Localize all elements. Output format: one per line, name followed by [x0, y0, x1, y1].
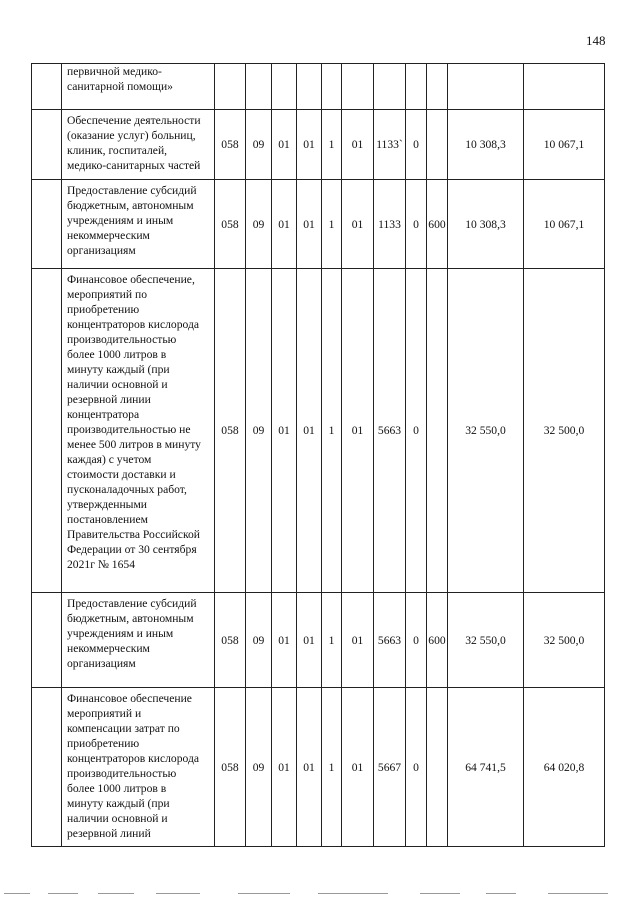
description-line: бюджетным, автономным — [67, 199, 194, 212]
amount-year2-cell: 32 500,0 — [524, 593, 605, 688]
code-gr-cell: 058 — [215, 269, 246, 593]
table-row — [32, 180, 605, 269]
code-sub2-cell: 01 — [342, 180, 374, 269]
amount-year1-cell: 64 741,5 — [448, 688, 524, 847]
description-line: каждая) с учетом — [67, 453, 152, 466]
description-line: санитарной помощи» — [67, 80, 173, 93]
description-line: некоммерческим — [67, 229, 150, 242]
code-gr-cell: 058 — [215, 180, 246, 269]
description-line: первичной медико- — [67, 65, 162, 78]
code-dir-cell: 1133` — [374, 110, 406, 180]
row-number-cell — [32, 269, 62, 593]
description-line: (оказание услуг) больниц, — [67, 129, 196, 142]
description-line: учреждениям и иным — [67, 214, 174, 227]
description-line: бюджетным, автономным — [67, 612, 194, 625]
description-line: организациям — [67, 657, 136, 670]
code-prog-cell: 01 — [297, 593, 322, 688]
code-rz-cell: 09 — [246, 688, 272, 847]
description-line: производительностью — [67, 767, 177, 780]
page-number: 148 — [586, 33, 606, 48]
code-rz-cell: 09 — [246, 110, 272, 180]
code-rz-cell: 09 — [246, 180, 272, 269]
code-sub2-cell — [342, 64, 374, 110]
code-pr-cell — [272, 64, 297, 110]
table-row — [32, 110, 605, 180]
description-line: клиник, госпиталей, — [67, 144, 168, 157]
row-number-cell — [32, 180, 62, 269]
budget-table — [31, 63, 605, 847]
description-line: приобретению — [67, 737, 140, 750]
row-number-cell — [32, 593, 62, 688]
code-sub2-cell: 01 — [342, 593, 374, 688]
description-line: концентраторов кислорода — [67, 318, 199, 331]
amount-year2-cell: 10 067,1 — [524, 110, 605, 180]
code-el-cell: 0 — [406, 180, 427, 269]
description-line: Финансовое обеспечение — [67, 692, 192, 705]
code-vr-cell: 600 — [427, 180, 448, 269]
code-el-cell: 0 — [406, 688, 427, 847]
code-gr-cell: 058 — [215, 110, 246, 180]
description-line: менее 500 литров в минуту — [67, 438, 201, 451]
amount-year1-cell: 32 550,0 — [448, 269, 524, 593]
description-line: организациям — [67, 244, 136, 257]
description-line: компенсации затрат по — [67, 722, 180, 735]
description-line: мероприятий и — [67, 707, 142, 720]
description-line: Федерации от 30 сентября — [67, 543, 197, 556]
description-line: концентратора — [67, 408, 140, 421]
row-number-cell — [32, 110, 62, 180]
code-prog-cell: 01 — [297, 688, 322, 847]
amount-year1-cell — [448, 64, 524, 110]
amount-year2-cell: 10 067,1 — [524, 180, 605, 269]
description-line: медико-санитарных частей — [67, 159, 201, 172]
description-line: пусконаладочных работ, — [67, 483, 187, 496]
code-rz-cell — [246, 64, 272, 110]
code-el-cell: 0 — [406, 593, 427, 688]
table-row — [32, 593, 605, 688]
code-pr-cell: 01 — [272, 593, 297, 688]
description-line: Предоставление субсидий — [67, 184, 197, 197]
code-rz-cell: 09 — [246, 269, 272, 593]
description-line: наличии основной и — [67, 378, 168, 391]
description-line: некоммерческим — [67, 642, 150, 655]
amount-year1-cell: 32 550,0 — [448, 593, 524, 688]
description-line: учреждениям и иным — [67, 627, 174, 640]
description-line: производительностью — [67, 333, 177, 346]
description-line: постановлением — [67, 513, 148, 526]
code-pr-cell: 01 — [272, 269, 297, 593]
code-gr-cell: 058 — [215, 593, 246, 688]
code-dir-cell: 5663 — [374, 593, 406, 688]
description-line: наличии основной и — [67, 812, 168, 825]
table-row — [32, 269, 605, 593]
code-sub1-cell: 1 — [322, 688, 342, 847]
code-dir-cell: 5667 — [374, 688, 406, 847]
description-line: 2021г № 1654 — [67, 558, 135, 571]
description-line: мероприятий по — [67, 288, 147, 301]
code-pr-cell: 01 — [272, 110, 297, 180]
description-line: утвержденными — [67, 498, 148, 511]
code-dir-cell: 1133 — [374, 180, 406, 269]
code-vr-cell — [427, 64, 448, 110]
code-vr-cell — [427, 110, 448, 180]
amount-year2-cell: 32 500,0 — [524, 269, 605, 593]
description-line: Обеспечение деятельности — [67, 114, 201, 127]
description-cell — [62, 593, 215, 688]
description-line: производительностью не — [67, 423, 191, 436]
code-dir-cell: 5663 — [374, 269, 406, 593]
footer-scan-marks — [0, 893, 640, 897]
description-line: минуту каждый (при — [67, 797, 170, 810]
code-sub2-cell: 01 — [342, 688, 374, 847]
code-el-cell: 0 — [406, 269, 427, 593]
description-line: резервной линий — [67, 827, 151, 840]
code-sub1-cell: 1 — [322, 180, 342, 269]
amount-year1-cell: 10 308,3 — [448, 180, 524, 269]
amount-year1-cell: 10 308,3 — [448, 110, 524, 180]
code-prog-cell: 01 — [297, 269, 322, 593]
description-line: Предоставление субсидий — [67, 597, 197, 610]
code-sub1-cell — [322, 64, 342, 110]
code-sub1-cell: 1 — [322, 593, 342, 688]
code-rz-cell: 09 — [246, 593, 272, 688]
code-gr-cell — [215, 64, 246, 110]
code-el-cell — [406, 64, 427, 110]
description-cell — [62, 64, 215, 110]
description-line: Правительства Российской — [67, 528, 200, 541]
description-line: Финансовое обеспечение, — [67, 273, 195, 286]
description-line: более 1000 литров в — [67, 782, 167, 795]
code-prog-cell — [297, 64, 322, 110]
description-cell — [62, 110, 215, 180]
code-sub2-cell: 01 — [342, 269, 374, 593]
description-line: концентраторов кислорода — [67, 752, 199, 765]
code-sub2-cell: 01 — [342, 110, 374, 180]
code-dir-cell — [374, 64, 406, 110]
code-prog-cell: 01 — [297, 180, 322, 269]
code-vr-cell — [427, 269, 448, 593]
description-line: стоимости доставки и — [67, 468, 176, 481]
code-vr-cell: 600 — [427, 593, 448, 688]
row-number-cell — [32, 64, 62, 110]
table-row — [32, 688, 605, 847]
description-cell — [62, 180, 215, 269]
row-number-cell — [32, 688, 62, 847]
code-sub1-cell: 1 — [322, 269, 342, 593]
description-line: приобретению — [67, 303, 140, 316]
amount-year2-cell — [524, 64, 605, 110]
description-cell — [62, 688, 215, 847]
code-gr-cell: 058 — [215, 688, 246, 847]
code-sub1-cell: 1 — [322, 110, 342, 180]
description-line: минуту каждый (при — [67, 363, 170, 376]
description-line: резервной линии — [67, 393, 151, 406]
code-prog-cell: 01 — [297, 110, 322, 180]
code-pr-cell: 01 — [272, 180, 297, 269]
amount-year2-cell: 64 020,8 — [524, 688, 605, 847]
table-row — [32, 64, 605, 110]
code-el-cell: 0 — [406, 110, 427, 180]
code-vr-cell — [427, 688, 448, 847]
description-cell — [62, 269, 215, 593]
description-line: более 1000 литров в — [67, 348, 167, 361]
code-pr-cell: 01 — [272, 688, 297, 847]
